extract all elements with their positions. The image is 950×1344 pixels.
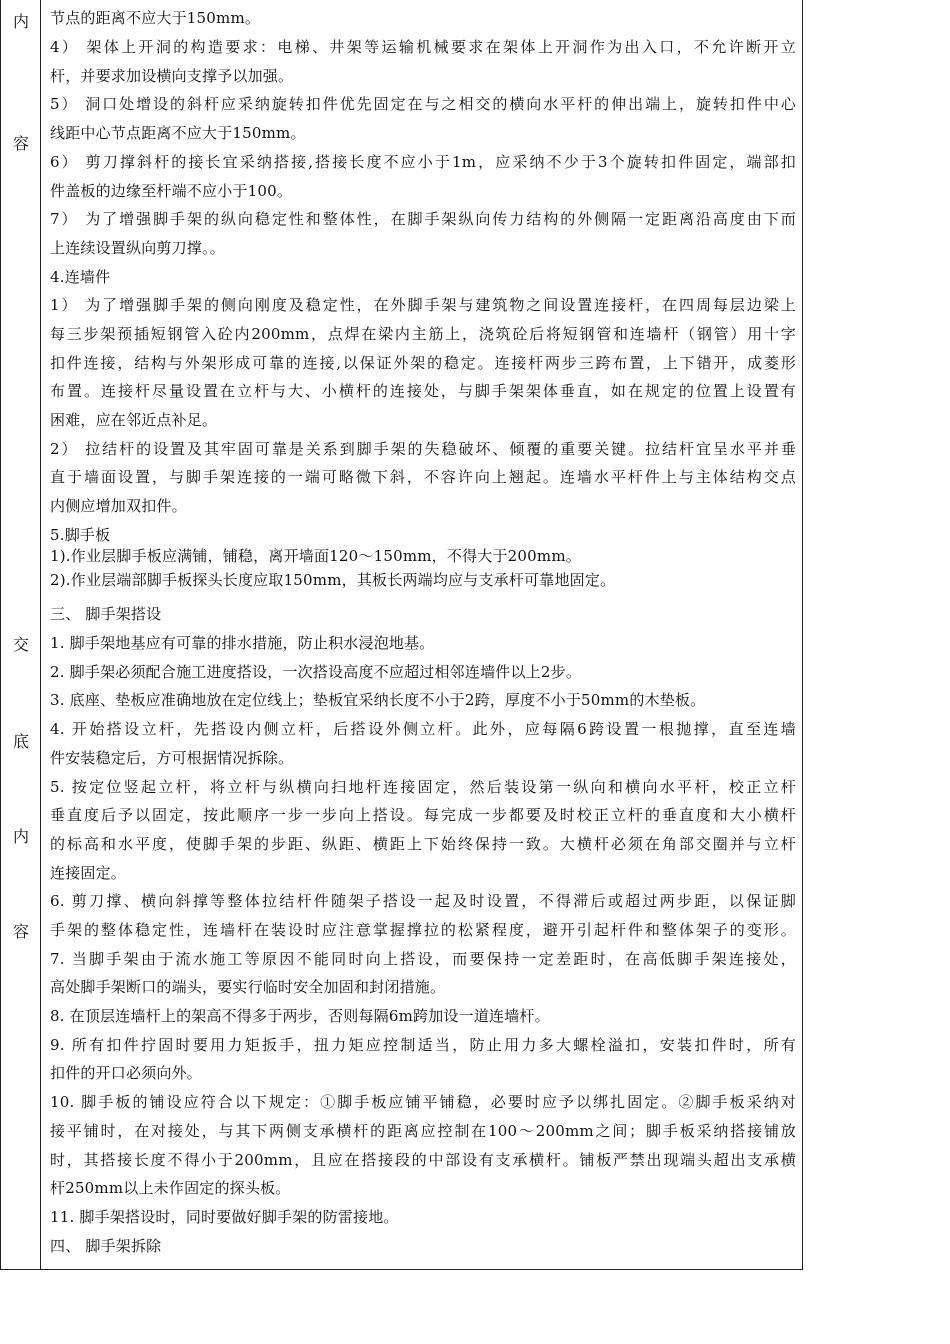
text-line: 杆，并要求加设横向支撑予以加强。 bbox=[50, 67, 294, 85]
text-line: 困难，应在邻近点补足。 bbox=[50, 411, 218, 429]
text-line: 5. 按定位竖起立杆，将立杆与纵横向扫地杆连接固定，然后装设第一纵向和横向水平杆，校正立杆 bbox=[50, 778, 796, 796]
text-line: 高处脚手架断口的端头，要实行临时安全加固和封闭措施。 bbox=[50, 978, 446, 996]
label-char: 内 bbox=[12, 827, 29, 846]
text-line: 布置。连接杆尽量设置在立杆与大、小横杆的连接处，与脚手架架体垂直，如在规定的位置上设置有 bbox=[50, 382, 796, 400]
text-line: 11. 脚手架搭设时，同时要做好脚手架的防雷接地。 bbox=[50, 1208, 399, 1226]
label-char: 交 bbox=[12, 635, 29, 654]
label-char: 内 bbox=[12, 12, 29, 31]
text-line: 6） 剪刀撑斜杆的接长宜采纳搭接,搭接长度不应小于1m，应采纳不少于3个旋转扣件固定，端部扣 bbox=[50, 153, 796, 171]
text-line: 内侧应增加双扣件。 bbox=[50, 497, 187, 515]
text-line: 4） 架体上开洞的构造要求：电梯、井架等运输机械要求在架体上开洞作为出入口，不允许断开立 bbox=[50, 38, 796, 56]
label-char: 容 bbox=[12, 922, 29, 941]
text-line: 每三步架预插短钢管入砼内200mm，点焊在梁内主筋上，浇筑砼后将短钢管和连墙杆（钢管）用十字 bbox=[50, 325, 796, 343]
content-column bbox=[42, 0, 802, 1269]
text-line: 时，其搭接长度不得小于200mm，且应在搭接段的中部设有支承横杆。铺板严禁出现端头超出支承横 bbox=[50, 1151, 796, 1169]
label-char: 底 bbox=[12, 732, 29, 751]
text-line: 2).作业层端部脚手板探头长度应取150mm，其板长两端均应与支承杆可靠地固定。 bbox=[50, 571, 616, 589]
text-line: 9. 所有扣件拧固时要用力矩扳手，扭力矩应控制适当，防止用力多大螺栓溢扣，安装扣件时，所有 bbox=[50, 1036, 796, 1054]
text-line: 件安装稳定后，方可根据情况拆除。 bbox=[50, 749, 294, 767]
text-line: 节点的距离不应大于150mm。 bbox=[50, 9, 261, 27]
text-line: 4. 开始搭设立杆，先搭设内侧立杆，后搭设外侧立杆。此外，应每隔6跨设置一根抛撑，直至连墙 bbox=[50, 720, 796, 738]
section-heading: 5.脚手板 bbox=[50, 526, 111, 544]
text-line: 1).作业层脚手板应满铺，铺稳，离开墙面120～150mm，不得大于200mm。 bbox=[50, 547, 581, 565]
section-heading: 四、 脚手架拆除 bbox=[50, 1237, 162, 1255]
text-line: 8. 在顶层连墙杆上的架高不得多于两步，否则每隔6m跨加设一道连墙杆。 bbox=[50, 1007, 550, 1025]
text-line: 的标高和水平度，使脚手架的步距、纵距、横距上下始终保持一致。大横杆必须在角部交圈并与立杆 bbox=[50, 835, 796, 853]
text-line: 扣件的开口必须向外。 bbox=[50, 1064, 203, 1082]
text-line: 10. 脚手板的铺设应符合以下规定：①脚手板应铺平铺稳，必要时应予以绑扎固定。②脚手板采纳对 bbox=[50, 1093, 796, 1111]
text-line: 接平铺时，在对接处，与其下两侧支承横杆的距离应控制在100～200mm之间；脚手板采纳搭接铺放 bbox=[50, 1122, 796, 1140]
text-line: 直于墙面设置，与脚手架连接的一端可略微下斜，不容许向上翘起。连墙水平杆件上与主体结构交点 bbox=[50, 468, 796, 486]
text-line: 线距中心节点距离不应大于150mm。 bbox=[50, 124, 306, 142]
text-line: 7. 当脚手架由于流水施工等原因不能同时向上搭设，而要保持一定差距时，在高低脚手架连接处， bbox=[50, 950, 796, 968]
text-line: 件盖板的边缘至杆端不应小于100。 bbox=[50, 182, 293, 200]
text-line: 连接固定。 bbox=[50, 864, 127, 882]
text-line: 6. 剪刀撑、横向斜撑等整体拉结杆件随架子搭设一起及时设置，不得滞后或超过两步距，以保证脚 bbox=[50, 892, 796, 910]
text-line: 1） 为了增强脚手架的侧向刚度及稳定性，在外脚手架与建筑物之间设置连接杆，在四周每层边梁上 bbox=[50, 296, 796, 314]
text-line: 3. 底座、垫板应准确地放在定位线上；垫板宜采纳长度不小于2跨，厚度不小于50mm的木垫板。 bbox=[50, 691, 706, 709]
text-line: 2. 脚手架必须配合施工进度搭设，一次搭设高度不应超过相邻连墙件以上2步。 bbox=[50, 663, 582, 681]
text-line: 垂直度后予以固定，按此顺序一步一步向上搭设。每完成一步都要及时校正立杆的垂直度和大小横杆 bbox=[50, 806, 796, 824]
text-line: 杆250mm以上未作固定的探头板。 bbox=[50, 1179, 291, 1197]
text-line: 1. 脚手架地基应有可靠的排水措施，防止积水浸泡地基。 bbox=[50, 634, 435, 652]
text-line: 扣件连接，结构与外架形成可靠的连接,以保证外架的稳定。连接杆两步三跨布置，上下错开，成菱形 bbox=[50, 354, 796, 372]
text-line: 5） 洞口处增设的斜杆应采纳旋转扣件优先固定在与之相交的横向水平杆的伸出端上，旋转扣件中心 bbox=[50, 95, 796, 113]
label-column bbox=[1, 0, 41, 1269]
text-line: 上连续设置纵向剪刀撑。。 bbox=[50, 239, 225, 257]
text-line: 7） 为了增强脚手架的纵向稳定性和整体性，在脚手架纵向传力结构的外侧隔一定距离沿高度由下而 bbox=[50, 210, 796, 228]
section-heading: 4.连墙件 bbox=[50, 268, 111, 286]
text-line: 2） 拉结杆的设置及其牢固可靠是关系到脚手架的失稳破坏、倾覆的重要关键。拉结杆宜呈水平并垂 bbox=[50, 440, 796, 458]
text-line: 手架的整体稳定性，连墙杆在装设时应注意掌握撑拉的松紧程度，避开引起杆件和整体架子的变形。 bbox=[50, 921, 796, 939]
section-heading: 三、 脚手架搭设 bbox=[50, 605, 162, 623]
label-char: 容 bbox=[12, 134, 29, 153]
